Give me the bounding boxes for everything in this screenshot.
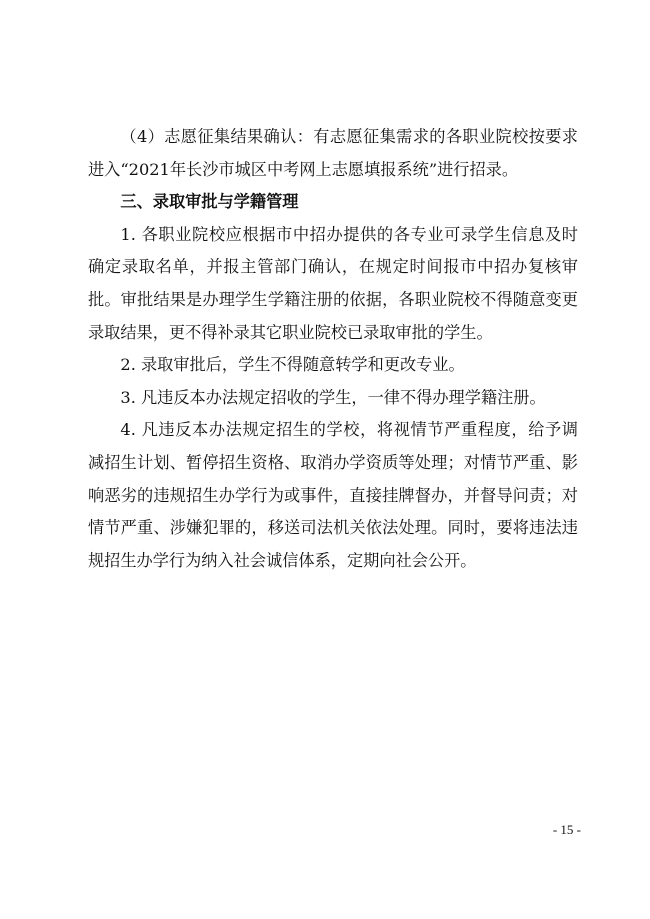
paragraph-admission-list: 1. 各职业院校应根据市中招办提供的各专业可录学生信息及时确定录取名单，并报主管部门确认，在规定时间报市中招办复核审批。审批结果是办理学生学籍注册的依据，各职业院校不得随意变更录取结果，更不得补录其它职业院校已录取审批的学生。 xyxy=(88,224,578,342)
document-body xyxy=(88,121,578,577)
page-number: - 15 - xyxy=(552,822,581,837)
paragraph-registration-ban: 3. 凡违反本办法规定招收的学生，一律不得办理学籍注册。 xyxy=(120,387,546,407)
paragraph-volunteer-result: （4）志愿征集结果确认：有志愿征集需求的各职业院校按要求进入“2021年长沙市城区中考网上志愿填报系统”进行招录。 xyxy=(88,127,578,179)
paragraph-violation-penalty: 4. 凡违反本办法规定招生的学校，将视情节严重程度，给予调减招生计划、暂停招生资格、取消办学资质等处理；对情节严重、影响恶劣的违规招生办学行为或事件，直接挂牌督办，并督导问责；对情节严重、涉嫌犯罪的，移送司法机关依法处理。同时，要将违法违规招生办学行为纳入社会诚信体系，定期向社会公开。 xyxy=(88,420,578,570)
paragraph-transfer-restriction: 2. 录取审批后，学生不得随意转学和更改专业。 xyxy=(120,355,465,375)
section-heading-admission-approval: 三、录取审批与学籍管理 xyxy=(120,192,299,212)
